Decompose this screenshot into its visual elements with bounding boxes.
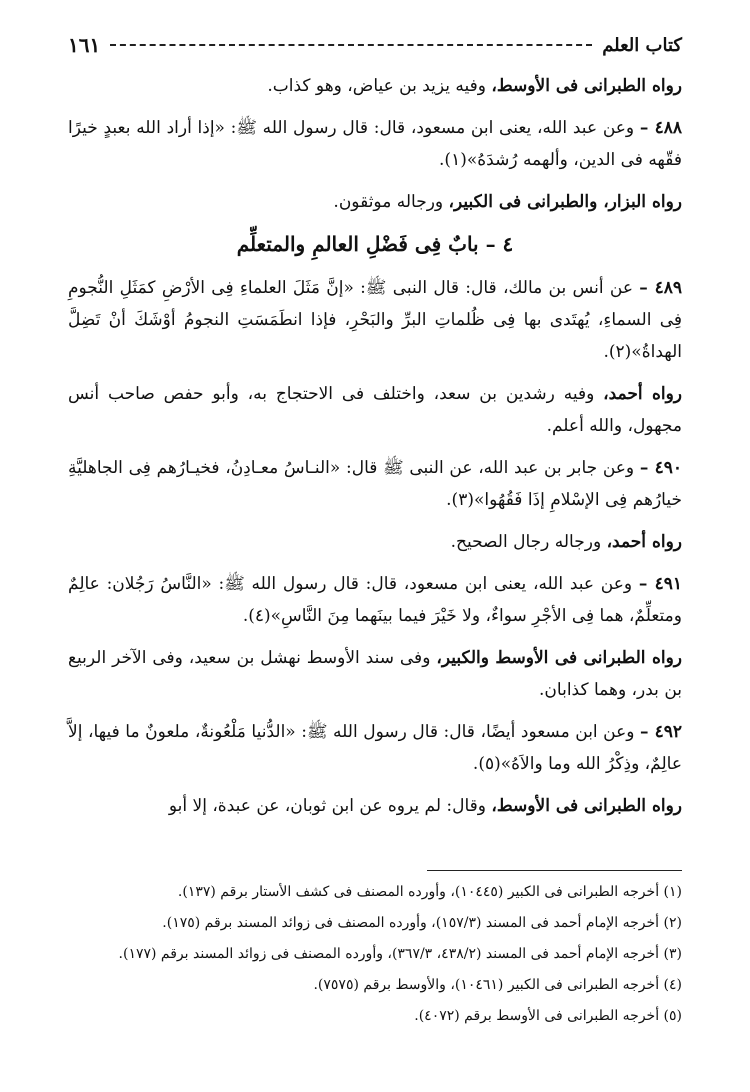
footnote-5: (٥) أخرجه الطبرانى فى الأوسط برقم (٤٠٧٢). <box>414 1008 682 1024</box>
source-text: وقال: لم يروه عن ابن ثوبان، عن عبدة، إلا أبو <box>168 796 492 816</box>
source-note <box>68 378 682 442</box>
source-citation: رواه الطبرانى فى الأوسط، <box>491 76 682 96</box>
hadith-text: وعن ابن مسعود أيضًا، قال: قال رسول الله ﷺ: «الدُّنيا مَلْعُونةٌ، ملعونٌ ما فيها، إلاَّ عالِمٌ، وذِكْرُ الله وما والاَهُ»(٥). <box>68 722 682 774</box>
hadith-number: ٤٩٢ – <box>640 722 682 742</box>
hadith-text: وعن جابر بن عبد الله، عن النبى ﷺ قال: «النـاسُ معـادِنُ، فخيـارُهم فِى الجاهليَّةِ خيارُهم فِى الإسْلامِ إذَا فَقُهُوا»(٣). <box>68 458 682 510</box>
hadith-text: وعن عبد الله، يعنى ابن مسعود، قال: قال رسول الله ﷺ: «إذا أراد الله بعبدٍ خيرًا فقّهه فى الدين، وألهمه رُشدَهُ»(١). <box>68 118 682 170</box>
source-note <box>68 642 682 706</box>
source-text: وفى سند الأوسط نهشل بن سعيد، وفى الآخر الربيع بن بدر، وهما كذابان. <box>68 648 682 700</box>
footnote-separator <box>427 870 682 871</box>
hadith-490 <box>68 452 682 516</box>
footnote-3: (٣) أخرجه الإمام أحمد فى المسند (٤٣٨/٢، ٣٦٧/٣)، وأورده المصنف فى زوائد المسند برقم (١٧٧). <box>118 946 682 962</box>
source-text: وفيه يزيد بن عياض، وهو كذاب. <box>267 76 492 96</box>
book-title: كتاب العلم <box>602 34 682 56</box>
running-header <box>68 30 682 60</box>
source-note <box>68 186 682 218</box>
hadith-text: وعن عبد الله، يعنى ابن مسعود، قال: قال رسول الله ﷺ: «النَّاسُ رَجُلان: عالِمٌ ومتعلِّمٌ، هما فِى الأجْرِ سواءٌ، ولا خَيْرَ فيما بينَهما مِنَ النَّاسِ»(٤). <box>68 574 682 626</box>
source-note <box>68 790 682 822</box>
source-text: وفيه رشدين بن سعد، واختلف فى الاحتجاج به، وأبو حفص صاحب أنس مجهول، والله أعلم. <box>68 384 682 436</box>
hadith-489 <box>68 272 682 368</box>
footnotes <box>68 878 682 1033</box>
page-number: ١٦١ <box>68 33 101 57</box>
footnote-2: (٢) أخرجه الإمام أحمد فى المسند (١٥٧/٣)، وأورده المصنف فى زوائد المسند برقم (١٧٥). <box>162 915 682 931</box>
source-citation: رواه البزار، والطبرانى فى الكبير، <box>448 192 682 212</box>
source-citation: رواه الطبرانى فى الأوسط والكبير، <box>436 648 683 668</box>
footnote-4: (٤) أخرجه الطبرانى فى الكبير (١٠٤٦١)، والأوسط برقم (٧٥٧٥). <box>313 977 682 993</box>
source-citation: رواه أحمد، <box>606 532 682 552</box>
source-citation: رواه أحمد، <box>603 384 682 404</box>
source-note <box>68 526 682 558</box>
source-note <box>68 70 682 102</box>
hadith-488 <box>68 112 682 176</box>
source-citation: رواه الطبرانى فى الأوسط، <box>491 796 682 816</box>
source-text: ورجاله رجال الصحيح. <box>450 532 607 552</box>
header-dashed-rule <box>110 44 592 46</box>
hadith-number: ٤٨٨ – <box>639 118 682 138</box>
footnote-1: (١) أخرجه الطبرانى فى الكبير (١٠٤٤٥)، وأورده المصنف فى كشف الأستار برقم (١٣٧). <box>177 884 682 900</box>
hadith-number: ٤٩١ – <box>638 574 682 594</box>
hadith-text: عن أنس بن مالك، قال: قال النبى ﷺ: «إنَّ مَثَلَ العلماءِ فِى الأرْضِ كمَثَلِ النُّجومِ فِى السماءِ، يُهتَدى بها فِى ظُلماتِ البرِّ والبَحْرِ، فإذا انطَمَسَتِ النجومُ أوْشَكَ أنْ تَضِلَّ الهداةُ»(٢). <box>68 278 682 362</box>
hadith-number: ٤٨٩ – <box>639 278 683 298</box>
chapter-heading: ٤ – بابٌ فِى فَضْلِ العالمِ والمتعلِّم <box>236 232 514 256</box>
hadith-492 <box>68 716 682 780</box>
hadith-491 <box>68 568 682 632</box>
main-text <box>68 70 682 832</box>
source-text: ورجاله موثقون. <box>333 192 449 212</box>
hadith-number: ٤٩٠ – <box>639 458 682 478</box>
